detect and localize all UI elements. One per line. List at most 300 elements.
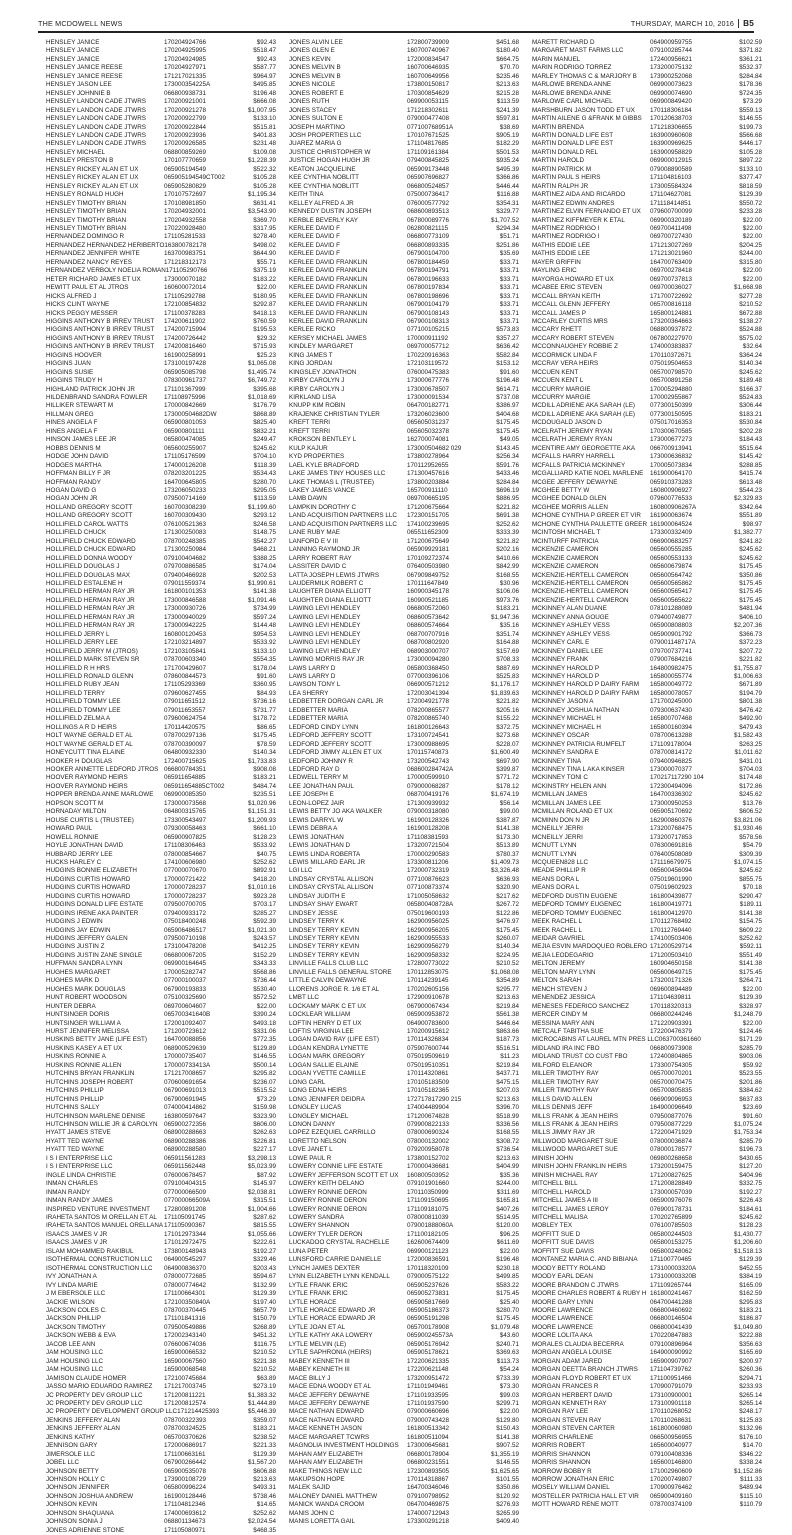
listing-row [46,276,276,284]
amount-due: $295.83 [739,1298,762,1306]
amount-due: $760.59 [253,317,276,325]
amount-due: $606.52 [739,808,762,816]
listing-row [46,1138,276,1146]
parcel-id: 161800511094 [407,1433,449,1441]
parcel-id: 070600691654 [164,1078,207,1086]
listing-row [46,1222,276,1230]
amount-due: $611.69 [496,1239,519,1247]
amount-due: $418.13 [253,309,276,317]
listing-row [46,1146,276,1154]
amount-due: $661.10 [253,825,276,833]
amount-due: $587.77 [253,64,276,72]
amount-due: $364.24 [739,351,762,359]
amount-due: $162.59 [739,1290,762,1298]
amount-due: $493.18 [253,1019,276,1027]
owner-name: MILLER TIMOTHY RAY [532,1087,599,1095]
owner-name: HENSLEY RICKEY ALAN ET UX [46,174,139,182]
owner-name: HOFFMAN BILLY F JR [46,470,111,478]
amount-due: $704.03 [739,765,762,773]
listing-row [532,1239,762,1247]
amount-due: $583.22 [496,1281,519,1289]
amount-due: $672.88 [739,309,762,317]
amount-due: $287.62 [253,1213,276,1221]
listing-row [289,124,519,132]
parcel-id: 165900907907 [650,1357,693,1365]
owner-name: MEEK RACHEL L [532,918,583,926]
listing-row [289,259,519,267]
parcel-id: 170112768492 [650,918,692,926]
owner-name: LEDWELL TERRY M [289,774,348,782]
listing-row [532,741,762,749]
listing-row [46,758,276,766]
amount-due: $1,011.62 [734,749,762,757]
amount-due: $1,733.83 [247,757,276,765]
amount-due: $1,068.08 [490,968,519,976]
amount-due: $591.76 [496,461,519,469]
amount-due: $606.00 [253,1121,276,1128]
listing-row [289,1113,519,1121]
parcel-id: 161800419771 [650,901,693,909]
listing-row [532,419,762,427]
owner-name: HENSLEY LANDON CADE JTWRS [46,98,146,106]
parcel-id: 171104739762 [650,1366,692,1374]
amount-due: $189.11 [739,901,762,909]
parcel-id: 174004489904 [407,1104,450,1112]
amount-due: $384.62 [739,1087,762,1095]
parcel-id: 079007684216 [650,656,693,664]
owner-name: LEWIS LINDA ROBERTA [289,850,361,858]
amount-due: $222.61 [253,1239,276,1247]
owner-name: JOSEPH MARTINO [289,123,345,131]
owner-name: MENENDEZ JESSICA [532,994,596,1002]
listing-row [46,960,276,968]
parcel-id: 078700613288 [650,732,693,740]
amount-due: $1,006.63 [733,672,762,680]
parcel-id: 078700322393 [164,1416,207,1424]
amount-due: $213.63 [496,1154,519,1162]
amount-due: $772.35 [253,1036,276,1044]
listing-row [289,462,519,470]
listing-row [289,927,519,935]
parcel-id: 069900053115 [407,98,449,106]
parcel-id: 172717817290 215 [407,1095,462,1103]
amount-due: $245.62 [739,1213,762,1221]
amount-due: $192.27 [739,1188,762,1196]
listing-row [289,1501,519,1509]
listing-row [532,1476,762,1484]
amount-due: $499.85 [496,1273,519,1281]
parcel-id: 170300854629 [407,89,450,97]
owner-name: LONG EDNA HEIRS [289,1087,347,1095]
amount-due: $308.72 [496,1137,519,1145]
listing-row [289,1358,519,1366]
amount-due: $175.45 [739,588,762,596]
amount-due: $264.71 [739,977,762,985]
amount-due: $1,753.34 [733,1129,762,1137]
parcel-id: 172100350840A [164,1298,211,1306]
amount-due: $183.21 [253,1425,276,1433]
amount-due: $14.65 [256,1501,276,1509]
header-right [631,19,754,28]
owner-name: MCGHEE DONALD GLEN [532,495,607,503]
listing-row [46,1087,276,1095]
listing-row [532,369,762,377]
amount-due: $285.79 [739,1044,762,1052]
owner-name: MOORE GARY LYNN [532,1298,594,1306]
amount-due: $733.39 [496,1374,519,1382]
amount-due: $285.27 [253,909,276,917]
listing-row [289,986,519,994]
amount-due: $452.55 [739,1264,762,1272]
owner-name: LAWING MORRIS RAY JR [289,656,365,664]
owner-name: MCCURRY MARGIE [532,385,591,393]
parcel-id: 170107671525 [407,131,450,139]
amount-due: $127.20 [739,1163,762,1171]
parcel-id: 170112853075 [407,968,449,976]
listing-row [532,1451,762,1459]
amount-due: $252.62 [253,858,276,866]
owner-name: HENSLEY TIMOTHY BRIAN [46,199,127,207]
listing-row [532,943,762,951]
amount-due: $178.04 [253,664,276,672]
listing-row [532,952,762,960]
parcel-id: 162900956279 [407,943,450,951]
owner-name: LOGAN DAVID RAY (LIFE EST) [289,1036,379,1044]
amount-due: $724.35 [739,89,762,97]
amount-due: $832.21 [253,427,276,435]
parcel-id: 066800773109 [407,233,450,241]
amount-due: $412.25 [253,943,276,951]
amount-due: $1,055.66 [247,1230,276,1238]
listing-row [532,191,762,199]
owner-name: MILLWOOD MARGARET SUE [532,1137,618,1145]
amount-due: $133.10 [253,647,276,655]
owner-name: MOTT HOWARD RENE MOTT [532,1501,619,1509]
amount-due: $1,430.77 [733,1230,762,1238]
parcel-id: 170114420575 [164,723,206,731]
listing-row [46,1129,276,1137]
owner-name: LAWSON TONY L [289,681,341,689]
owner-name: LOWERY RONNIE DERON [289,1188,367,1196]
parcel-id: 079101901660 [407,1180,450,1188]
parcel-id: 171002960609 [650,1467,693,1475]
parcel-id: 065600255907 [164,444,207,452]
owner-name: HENSLEY JANICE [46,47,100,55]
parcel-id: 066800973908 [650,1044,693,1052]
listing-row [289,369,519,377]
parcel-id: 170110268631 [650,1416,692,1424]
parcel-id: 069700665195 [407,495,450,503]
parcel-id: 171105292788 [164,292,206,300]
amount-due: $33.71 [499,317,519,325]
parcel-id: 065905170692 [650,808,693,816]
amount-due: $737.08 [496,394,519,402]
listing-row [46,1172,276,1180]
listing-row [46,901,276,909]
parcel-id: 171218306655 [650,123,693,131]
parcel-id: 079500877076 [650,1112,693,1120]
listing-row [532,817,762,825]
owner-name: KERLEE RICKO [289,326,336,334]
amount-due: $180.95 [253,292,276,300]
amount-due: $636.93 [496,875,519,883]
amount-due: $210.52 [253,1366,276,1374]
parcel-id: 066800784351 [164,765,207,773]
parcel-id: 171200529714 [650,943,693,951]
owner-name: HOOVER RAYMOND HEIRS [46,774,128,782]
parcel-id: 161900128326 [407,816,450,824]
listing-row [46,1003,276,1011]
amount-due: $614.71 [496,385,519,393]
parcel-id: 170107572697 [164,191,207,199]
owner-name: HILDENBRAND SANDRA FOWLER [46,394,148,402]
listing-row [46,715,276,723]
amount-due: $184.61 [739,1205,762,1213]
owner-name: MOFFITT SUE D [532,1230,581,1238]
parcel-id: 079700886585 [164,563,207,571]
amount-due: $1,176.17 [490,681,519,689]
parcel-id: 076600674036 [164,1340,207,1348]
parcel-id: 171109150695 [407,1197,449,1205]
listing-row [532,1121,762,1129]
amount-due: $113.59 [496,98,519,106]
listing-row [532,326,762,334]
parcel-id: 171200503410 [650,951,693,959]
owner-name: HENSLEY MICHAEL [46,148,106,156]
amount-due: $73.29 [256,1095,276,1103]
listing-row [289,1180,519,1188]
parcel-id: 171218302611 [407,106,449,114]
parcel-id: 171101841316 [164,1315,206,1323]
listing-row [46,834,276,842]
listing-row [289,512,519,520]
amount-due: $354.31 [496,199,519,207]
listing-row [46,681,276,689]
listing-row [289,352,519,360]
owner-name: LINVILLE FALLS CLUB LLC [289,960,369,968]
listing-row [532,1113,762,1121]
owner-name: MCMILLAN JAMES [532,791,588,799]
listing-row [289,1239,519,1247]
parcel-id: 064800932330 [164,749,207,757]
listing-row [46,1501,276,1509]
amount-due: $1,248.79 [733,1011,762,1019]
owner-name: LEDFORD CINDY LYNN [289,723,359,731]
amount-due: $404.96 [739,1171,762,1179]
owner-name: MACE NATHAN EDWARD [289,1416,364,1424]
amount-due: $399.87 [496,765,519,773]
listing-row [289,783,519,791]
listing-row [46,1011,276,1019]
amount-due: $22.00 [499,1408,519,1416]
parcel-id: 161900128446 [164,1492,207,1500]
owner-name: HOOKER ANNETTE LEDFORD JTROS [46,765,159,773]
amount-due: $498.02 [253,241,276,249]
parcel-id: 065800248062 [650,1247,693,1255]
parcel-id: 170000733413A [164,1061,211,1069]
owner-name: LUNA PETER [289,1247,329,1255]
amount-due: $1,228.39 [247,157,276,165]
owner-name: HOLLINGS A R D HEIRS [46,723,117,731]
parcel-id: 173000094280 [407,656,450,664]
owner-name: LAUGHTER DIANA ELLIOTT [289,588,372,596]
owner-name: HOGAN DAVID G [46,487,97,495]
owner-name: LINDSAY CRYSTAL ALLISON [289,884,374,892]
parcel-id: 171105290766 [165,267,208,275]
owner-name: HOLLIFIELD R H HRS [46,664,110,672]
parcel-id: 065900535078 [164,1467,207,1475]
owner-name: MITCHELL JAMES A III [532,1197,598,1205]
amount-due: $110.79 [739,1501,762,1509]
listing-row [532,132,762,140]
owner-name: MCKENZIE-HERTELL CAMERON [532,588,629,596]
parcel-id: 170120638703 [650,115,693,123]
amount-due: $165.81 [496,1197,519,1205]
amount-due: $203.43 [253,1264,276,1272]
owner-name: HIGGINS SUSIE [46,368,94,376]
owner-name: MEJIA ESVIN MARDOQUEO ROBLERO [532,943,648,951]
parcel-id: 160800503952 [407,1171,450,1179]
owner-name: MILLS FRANK & JEAN HEIRS [532,1112,619,1120]
parcel-id: 065700341640B [164,1011,211,1019]
listing-row [46,977,276,985]
amount-due: $268.89 [253,1323,276,1331]
page-header [38,15,754,28]
amount-due: $863.66 [496,1028,519,1036]
listing-row [289,952,519,960]
parcel-id: 165900068548 [164,1366,207,1374]
amount-due: $568.86 [253,968,276,976]
parcel-id: 075019600193 [407,909,450,917]
listing-row [532,335,762,343]
parcel-id: 171116679975 [650,858,692,866]
parcel-id: 171100378283 [164,309,206,317]
parcel-id: 170900791079 [650,1383,693,1391]
amount-due: $369.70 [253,216,276,224]
amount-due: $166.37 [739,385,762,393]
parcel-id: 069700737813 [650,275,693,283]
owner-name: MEANS DORA L [532,875,580,883]
listing-row [532,470,762,478]
parcel-id: 162900956025 [407,918,450,926]
parcel-id: 078000774642 [164,1281,207,1289]
amount-due: $671.89 [739,681,762,689]
owner-name: LANFORD E V III [289,537,338,545]
parcel-id: 079000477408 [407,115,450,123]
parcel-id: 171100663161 [164,1450,206,1458]
listing-row [46,326,276,334]
amount-due: $637.83 [739,1095,762,1103]
owner-name: LEDBETTER DORGAN CARL JR [289,698,384,706]
owner-name: KROKSON BENTLEY L [289,436,357,444]
amount-due: $175.45 [496,926,519,934]
parcel-id: 079100285744 [650,47,693,55]
parcel-id: 173200721504 [407,842,450,850]
amount-due: $501.53 [496,148,519,156]
listing-row [46,1434,276,1442]
amount-due: $128.23 [253,833,276,841]
owner-name: MCCALL JAMES P [532,309,587,317]
listing-row [289,1256,519,1264]
owner-name: HOLT WAYNE GERALD ET AL [46,740,133,748]
parcel-id: 163900969625 [650,140,693,148]
listing-row [289,1222,519,1230]
parcel-id: 079400946825 [650,757,693,765]
owner-name: LAMPKIN DOROTHY C [289,503,357,511]
parcel-id: 160600072014 [164,284,207,292]
amount-due: $437.71 [496,1070,519,1078]
parcel-id: 171200675664 [407,503,450,511]
listing-row [46,1214,276,1222]
owner-name: IRAHETA SANTOS M ORELLAN ET AL [46,1213,157,1221]
amount-due: $133.10 [253,115,276,123]
parcel-id: 077000100037 [164,977,207,985]
amount-due: $11.23 [500,1053,519,1061]
parcel-id: 170200926585 [164,140,207,148]
parcel-id: 173000677776 [407,377,450,385]
listing-row [532,1087,762,1095]
parcel-id: 171105293369 [164,681,206,689]
parcel-id: 065800153275 [650,1239,693,1247]
owner-name: MCENTIRE AMY GEORGETTE AKA [532,444,636,452]
owner-name: MCCARLEY CURTIS MRS [532,317,608,325]
listing-row [289,411,519,419]
parcel-id: 078203201225 [164,470,207,478]
owner-name: HUTCHINS SALLY [46,1104,100,1112]
amount-due: $280.70 [496,1306,519,1314]
listing-row [532,352,762,360]
amount-due: $141.38 [739,909,762,917]
listing-row [289,1468,519,1476]
listing-row [289,402,519,410]
owner-name: HUDGINS DONALD LIFE ESTATE [46,901,144,909]
listing-row [46,817,276,825]
listing-row [46,140,276,148]
listing-row [289,1392,519,1400]
owner-name: KREFT TERRI [289,427,331,435]
owner-name: KING JORDAN [289,360,333,368]
listing-row [532,538,762,546]
owner-name: MCKINNEY TONI C [532,774,588,782]
parcel-id: 075019504653 [650,360,693,368]
listing-row [532,698,762,706]
owner-name: HOFFMAN RANDY [46,478,101,486]
listing-row [46,1248,276,1256]
owner-name: LEDFORD JOHNNY R [289,757,353,765]
owner-name: HUDGINS JUSTIN ZANE SINGLE [46,951,143,959]
owner-name: HUSKINS BETTY JANE (LIFE EST) [46,1036,148,1044]
owner-name: LEWIS BETTY JO AKA WALKER [289,808,383,816]
parcel-id: 173000636832 [650,453,693,461]
amount-due: $476.42 [739,706,762,714]
parcel-id: 173300543497 [164,816,207,824]
owner-name: LAWING LEVI HENDLEY [289,630,361,638]
parcel-id: 065511652309 [407,529,449,537]
amount-due: $120.00 [496,1222,519,1230]
owner-name: MELTON SARAH [532,977,582,985]
parcel-id: 077000066509A [164,1197,211,1205]
owner-name: MARLOWE BRENDA ANNE [532,89,612,97]
amount-due: $63.89 [256,1374,276,1382]
parcel-id: 077300150595 [650,410,693,418]
owner-name: LEDFORD JEFFERY SCOTT [289,740,372,748]
parcel-id: 172001092407 [164,1019,207,1027]
amount-due: $1,567.20 [247,1459,276,1467]
amount-due: $1,930.46 [733,825,762,833]
parcel-id: 173100003320A [650,1264,697,1272]
listing-row [289,1408,519,1416]
listing-row [289,140,519,148]
